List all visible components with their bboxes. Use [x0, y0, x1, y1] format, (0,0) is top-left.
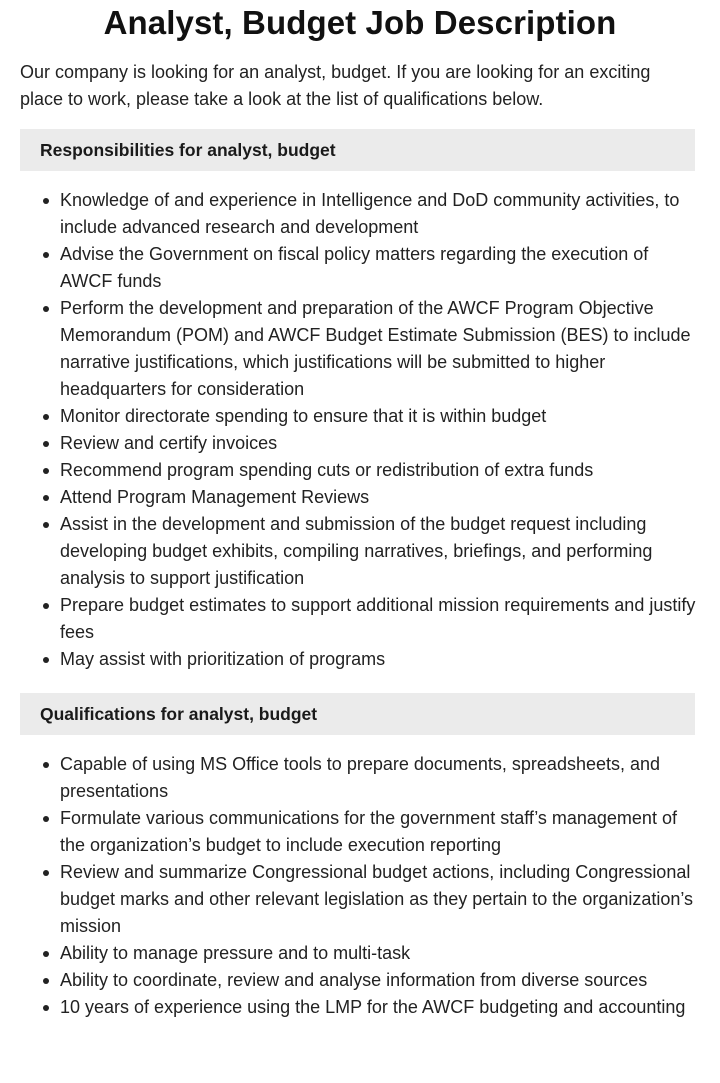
- list-item-text: Ability to manage pressure and to multi-task: [60, 943, 411, 963]
- responsibilities-list: [20, 187, 698, 673]
- list-item: [20, 403, 698, 430]
- list-item-text: Advise the Government on fiscal policy matters regarding the execution of AWCF funds: [60, 244, 649, 291]
- bullet-icon: [43, 441, 49, 447]
- qualifications-list: [20, 751, 698, 1021]
- list-item-text: May assist with prioritization of programs: [60, 649, 386, 669]
- bullet-icon: [43, 252, 49, 258]
- list-item: [20, 295, 698, 403]
- responsibilities-heading: Responsibilities for analyst, budget: [20, 129, 695, 171]
- list-item-text: 10 years of experience using the LMP for the AWCF budgeting and accounting: [60, 997, 686, 1017]
- list-item-text: Assist in the development and submission of the budget request including developing budget exhibits, compiling narratives, briefings, and performing analysis to support justification: [60, 514, 653, 588]
- list-item: [20, 805, 698, 859]
- list-item: [20, 592, 698, 646]
- list-item: [20, 751, 698, 805]
- list-item-text: Formulate various communications for the government staff’s management of the organization’s budget to include execution reporting: [60, 808, 677, 855]
- list-item-text: Knowledge of and experience in Intelligence and DoD community activities, to include advanced research and development: [60, 190, 680, 237]
- bullet-icon: [43, 951, 49, 957]
- list-item: [20, 940, 698, 967]
- qualifications-heading: Qualifications for analyst, budget: [20, 693, 695, 735]
- list-item-text: Prepare budget estimates to support additional mission requirements and justify fees: [60, 595, 696, 642]
- bullet-icon: [43, 468, 49, 474]
- bullet-icon: [43, 306, 49, 312]
- list-item-text: Recommend program spending cuts or redistribution of extra funds: [60, 460, 594, 480]
- bullet-icon: [43, 816, 49, 822]
- bullet-icon: [43, 495, 49, 501]
- bullet-icon: [43, 762, 49, 768]
- intro-paragraph: Our company is looking for an analyst, budget. If you are looking for an exciting place to work, please take a look at the list of qualifications below.: [20, 62, 651, 109]
- list-item: [20, 241, 698, 295]
- bullet-icon: [43, 198, 49, 204]
- bullet-icon: [43, 522, 49, 528]
- list-item: [20, 994, 698, 1021]
- bullet-icon: [43, 657, 49, 663]
- list-item-text: Attend Program Management Reviews: [60, 487, 370, 507]
- page-title: Analyst, Budget Job Description: [103, 4, 617, 41]
- bullet-icon: [43, 603, 49, 609]
- list-item: [20, 646, 698, 673]
- list-item-text: Review and certify invoices: [60, 433, 278, 453]
- list-item: [20, 967, 698, 994]
- list-item-text: Monitor directorate spending to ensure that it is within budget: [60, 406, 547, 426]
- list-item-text: Perform the development and preparation of the AWCF Program Objective Memorandum (POM) and AWCF Budget Estimate Submission (BES) to include narrative justifications, which justifications will be submitted to higher headquarters for consideration: [60, 298, 691, 399]
- list-item: [20, 511, 698, 592]
- list-item: [20, 457, 698, 484]
- list-item-text: Capable of using MS Office tools to prepare documents, spreadsheets, and presentations: [60, 754, 661, 801]
- bullet-icon: [43, 414, 49, 420]
- list-item: [20, 484, 698, 511]
- list-item-text: Ability to coordinate, review and analyse information from diverse sources: [60, 970, 648, 990]
- bullet-icon: [43, 870, 49, 876]
- bullet-icon: [43, 1005, 49, 1011]
- bullet-icon: [43, 978, 49, 984]
- list-item-text: Review and summarize Congressional budget actions, including Congressional budget marks and other relevant legislation as they pertain to the organization’s mission: [60, 862, 694, 936]
- list-item: [20, 430, 698, 457]
- list-item: [20, 859, 698, 940]
- list-item: [20, 187, 698, 241]
